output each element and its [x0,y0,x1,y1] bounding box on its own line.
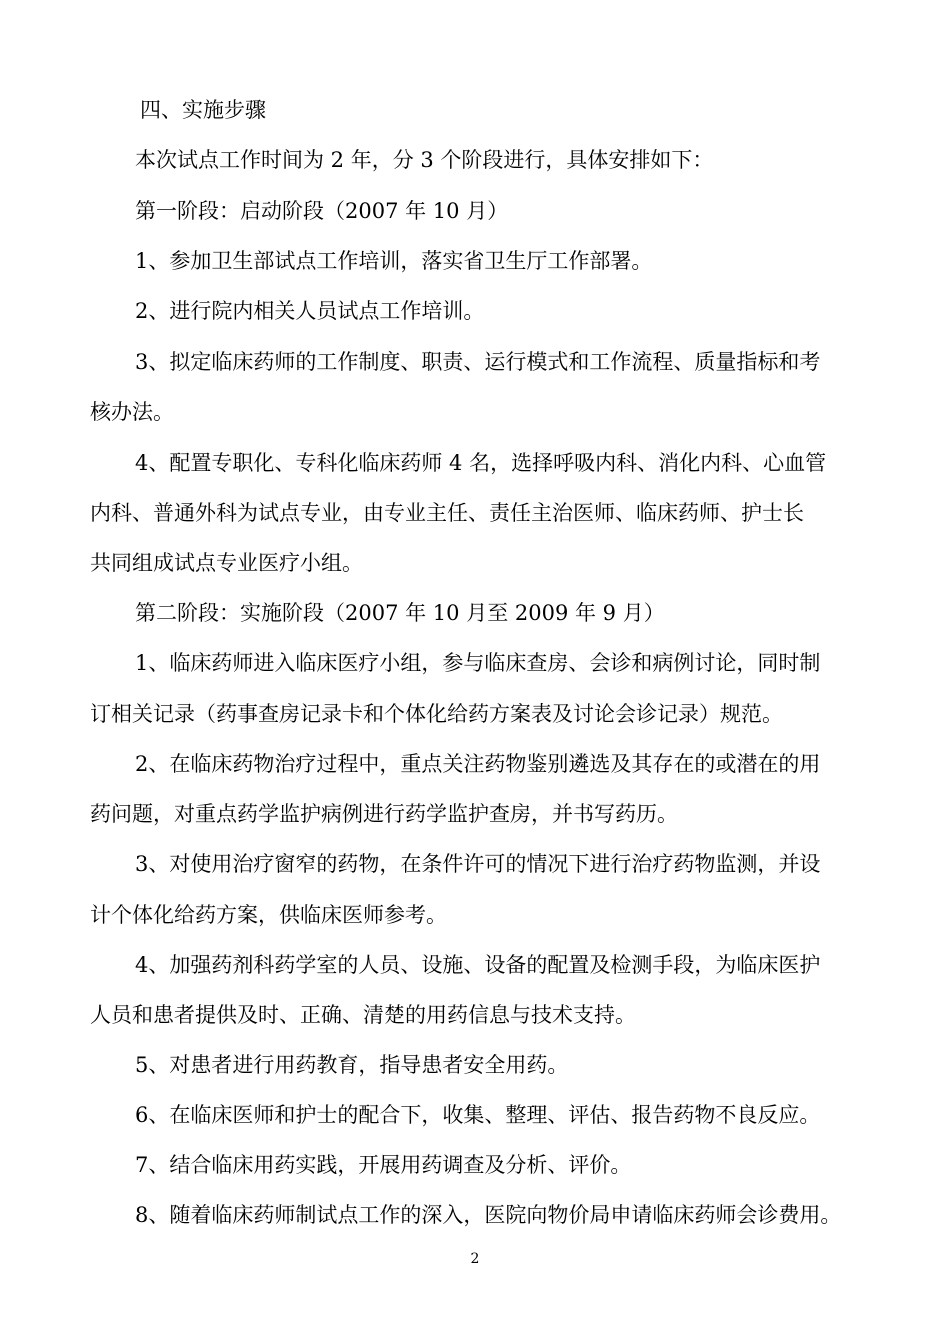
phase-two-item-1: 1、临床药师进入临床医疗小组，参与临床查房、会诊和病例讨论，同时制 [135,651,821,675]
phase-two-item-2-continued: 药问题，对重点药学监护病例进行药学监护查房，并书写药历。 [90,802,678,826]
phase-two-item-8: 8、随着临床药师制试点工作的深入，医院向物价局申请临床药师会诊费用。 [135,1203,842,1227]
phase-two-item-3-continued: 计个体化给药方案，供临床医师参考。 [90,903,447,927]
phase-two-item-6: 6、在临床医师和护士的配合下，收集、整理、评估、报告药物不良反应。 [135,1103,821,1127]
phase-two-item-4-continued: 人员和患者提供及时、正确、清楚的用药信息与技术支持。 [90,1003,636,1027]
phase-one-item-2: 2、进行院内相关人员试点工作培训。 [135,299,485,323]
phase-one-item-3: 3、拟定临床药师的工作制度、职责、运行模式和工作流程、质量指标和考 [135,350,821,374]
phase-one-item-1: 1、参加卫生部试点工作培训，落实省卫生厅工作部署。 [135,249,653,273]
phase-one-item-4: 4、配置专职化、专科化临床药师 4 名，选择呼吸内科、消化内科、心血管 [135,451,827,475]
phase-one-item-4-continued: 共同组成试点专业医疗小组。 [90,551,363,575]
page-number: 2 [470,1251,480,1267]
phase-one-heading: 第一阶段：启动阶段（2007 年 10 月） [135,199,509,223]
section-heading: 四、实施步骤 [140,98,266,122]
phase-one-item-4-continued: 内科、普通外科为试点专业，由专业主任、责任主治医师、临床药师、护士长 [90,501,804,525]
phase-two-heading: 第二阶段：实施阶段（2007 年 10 月至 2009 年 9 月） [135,601,665,625]
phase-two-item-2: 2、在临床药物治疗过程中，重点关注药物鉴别遴选及其存在的或潜在的用 [135,752,821,776]
phase-two-item-7: 7、结合临床用药实践，开展用药调查及分析、评价。 [135,1153,632,1177]
phase-two-item-3: 3、对使用治疗窗窄的药物，在条件许可的情况下进行治疗药物监测，并设 [135,852,821,876]
intro-paragraph: 本次试点工作时间为 2 年，分 3 个阶段进行，具体安排如下： [135,148,714,172]
phase-one-item-3-continued: 核办法。 [90,400,174,424]
phase-two-item-5: 5、对患者进行用药教育，指导患者安全用药。 [135,1053,569,1077]
phase-two-item-4: 4、加强药剂科药学室的人员、设施、设备的配置及检测手段，为临床医护 [135,953,821,977]
phase-two-item-1-continued: 订相关记录（药事查房记录卡和个体化给药方案表及讨论会诊记录）规范。 [90,702,783,726]
